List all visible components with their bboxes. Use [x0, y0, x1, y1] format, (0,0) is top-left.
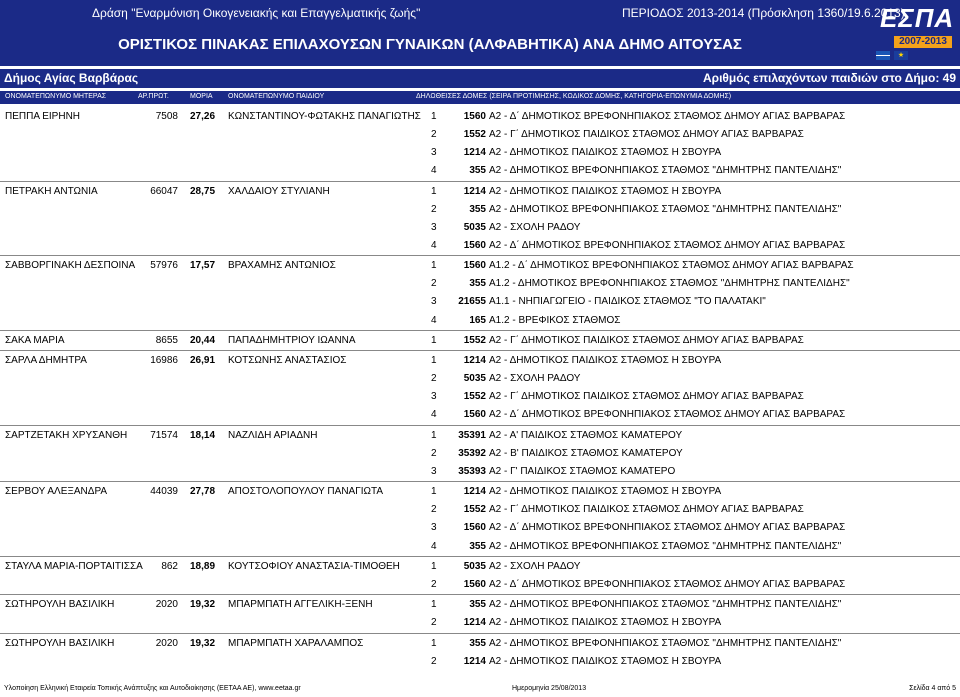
structure-code: 1214	[463, 655, 486, 667]
structure-name: Α2 - ΔΗΜΟΤΙΚΟΣ ΠΑΙΔΙΚΟΣ ΣΤΑΘΜΟΣ Η ΣΒΟΥΡΑ	[489, 185, 722, 197]
choice-row	[0, 275, 960, 293]
structure-code: 1560	[463, 111, 486, 122]
municipality-name: Δήμος Αγίας Βαρβάρας	[4, 71, 139, 85]
structure-name: Α1.2 - Δ΄ ΔΗΜΟΤΙΚΟΣ ΒΡΕΦΟΝΗΠΙΑΚΟΣ ΣΤΑΘΜΟΣ ΔΗΜΟΥ ΑΓΙΑΣ ΒΑΡΒΑΡΑΣ	[489, 260, 854, 272]
col-structures: ΔΗΛΩΘΕΙΣΕΣ ΔΟΜΕΣ (ΣΕΙΡΑ ΠΡΟΤΙΜΗΣΗΣ, ΚΩΔΙΚΟΣ ΔΟΜΗΣ, ΚΑΤΗΓΟΡΙΑ-ΕΠΩΝΥΜΙΑ ΔΟΜΗΣ)	[416, 93, 732, 100]
protocol-number: 44039	[150, 486, 178, 498]
structure-code: 1560	[463, 409, 486, 421]
preference-order: 3	[431, 522, 437, 534]
child-name: ΠΑΠΑΔΗΜΗΤΡΙΟΥ ΙΩΑΝΝΑ	[228, 334, 356, 346]
preference-order: 2	[431, 617, 437, 629]
structure-name: Α2 - ΔΗΜΟΤΙΚΟΣ ΒΡΕΦΟΝΗΠΙΑΚΟΣ ΣΤΑΘΜΟΣ "ΔΗΜΗΤΡΗΣ ΠΑΝΤΕΛΙΔΗΣ"	[489, 637, 842, 649]
structure-name: Α2 - ΔΗΜΟΤΙΚΟΣ ΠΑΙΔΙΚΟΣ ΣΤΑΘΜΟΣ Η ΣΒΟΥΡΑ	[489, 617, 722, 629]
score: 17,57	[190, 260, 216, 272]
structure-name: Α2 - Γ΄ ΔΗΜΟΤΙΚΟΣ ΠΑΙΔΙΚΟΣ ΣΤΑΘΜΟΣ ΔΗΜΟΥ ΑΓΙΑΣ ΒΑΡΒΑΡΑΣ	[489, 391, 804, 403]
structure-code: 355	[469, 540, 486, 552]
choice-row	[0, 538, 960, 556]
structure-code: 1214	[463, 355, 486, 367]
structure-code: 5035	[463, 373, 486, 385]
preference-order: 1	[431, 637, 437, 649]
table-row	[0, 596, 960, 614]
structure-code: 1560	[463, 239, 486, 251]
child-count: Αριθμός επιλαχόντων παιδιών στο Δήμο: 49	[703, 71, 956, 85]
structure-code: 35393	[458, 465, 486, 477]
preference-order: 4	[431, 409, 437, 421]
preference-order: 1	[431, 560, 437, 572]
protocol-number: 71574	[150, 429, 178, 441]
footer	[0, 682, 960, 696]
footer-page: Σελίδα 4 από 5	[909, 685, 956, 692]
structure-name: Α2 - ΔΗΜΟΤΙΚΟΣ ΠΑΙΔΙΚΟΣ ΣΤΑΘΜΟΣ Η ΣΒΟΥΡΑ	[489, 655, 722, 667]
structure-name: Α2 - ΔΗΜΟΤΙΚΟΣ ΠΑΙΔΙΚΟΣ ΣΤΑΘΜΟΣ Η ΣΒΟΥΡΑ	[489, 147, 722, 159]
footer-source: Υλοποίηση Ελληνική Εταιρεία Τοπικής Ανάπτυξης και Αυτοδιοίκησης (ΕΕΤΑΑ ΑΕ), www.eetaa.gr	[4, 685, 301, 692]
row-separator	[0, 255, 960, 256]
choice-row	[0, 126, 960, 144]
municipality-bar	[0, 69, 960, 88]
choice-row	[0, 501, 960, 519]
child-name: ΜΠΑΡΜΠΑΤΗ ΑΓΓΕΛΙΚΗ-ΞΕΝΗ	[228, 599, 373, 611]
structure-name: Α2 - ΣΧΟΛΗ ΡΑΔΟΥ	[489, 373, 581, 385]
choice-row	[0, 463, 960, 481]
choice-row	[0, 162, 960, 180]
protocol-number: 66047	[150, 185, 178, 197]
table-row	[0, 183, 960, 201]
structure-code: 1560	[463, 522, 486, 534]
preference-order: 2	[431, 129, 437, 141]
preference-order: 1	[431, 486, 437, 498]
preference-order: 2	[431, 447, 437, 459]
protocol-number: 862	[161, 560, 178, 572]
choice-row	[0, 312, 960, 330]
score: 19,32	[190, 637, 216, 649]
row-separator	[0, 633, 960, 634]
structure-name: Α2 - Γ΄ ΔΗΜΟΤΙΚΟΣ ΠΑΙΔΙΚΟΣ ΣΤΑΘΜΟΣ ΔΗΜΟΥ ΑΓΙΑΣ ΒΑΡΒΑΡΑΣ	[489, 334, 804, 346]
structure-code: 5035	[463, 221, 486, 233]
choice-row	[0, 388, 960, 406]
structure-name: Α2 - ΔΗΜΟΤΙΚΟΣ ΒΡΕΦΟΝΗΠΙΑΚΟΣ ΣΤΑΘΜΟΣ "ΔΗΜΗΤΡΗΣ ΠΑΝΤΕΛΙΔΗΣ"	[489, 540, 842, 552]
structure-code: 21655	[458, 296, 486, 308]
preference-order: 1	[431, 355, 437, 367]
row-separator	[0, 425, 960, 426]
score: 20,44	[190, 334, 216, 346]
period-label: ΠΕΡΙΟΔΟΣ 2013-2014 (Πρόσκληση 1360/19.6.2013)	[622, 6, 905, 20]
preference-order: 1	[431, 334, 437, 346]
structure-name: Α2 - Δ΄ ΔΗΜΟΤΙΚΟΣ ΒΡΕΦΟΝΗΠΙΑΚΟΣ ΣΤΑΘΜΟΣ ΔΗΜΟΥ ΑΓΙΑΣ ΒΑΡΒΑΡΑΣ	[489, 239, 846, 251]
choice-row	[0, 614, 960, 632]
col-child: ΟΝΟΜΑΤΕΠΩΝΥΜΟ ΠΑΙΔΙΟΥ	[228, 93, 325, 100]
structure-code: 1552	[463, 391, 486, 403]
mother-name: ΣΩΤΗΡΟΥΛΗ ΒΑΣΙΛΙΚΗ	[5, 599, 115, 611]
mother-name: ΣΕΡΒΟΥ ΑΛΕΞΑΝΔΡΑ	[5, 486, 108, 498]
structure-name: Α2 - Γ΄ ΔΗΜΟΤΙΚΟΣ ΠΑΙΔΙΚΟΣ ΣΤΑΘΜΟΣ ΔΗΜΟΥ ΑΓΙΑΣ ΒΑΡΒΑΡΑΣ	[489, 129, 804, 141]
structure-name: Α2 - Β' ΠΑΙΔΙΚΟΣ ΣΤΑΘΜΟΣ ΚΑΜΑΤΕΡΟΥ	[489, 447, 683, 459]
document-header	[0, 0, 960, 66]
choice-row	[0, 144, 960, 162]
row-separator	[0, 181, 960, 182]
preference-order: 1	[431, 429, 437, 441]
preference-order: 2	[431, 373, 437, 385]
table-row	[0, 635, 960, 653]
preference-order: 2	[431, 203, 437, 215]
structure-code: 355	[469, 599, 486, 611]
score: 28,75	[190, 185, 216, 197]
structure-name: Α2 - Α' ΠΑΙΔΙΚΟΣ ΣΤΑΘΜΟΣ ΚΑΜΑΤΕΡΟΥ	[489, 429, 683, 441]
protocol-number: 7508	[155, 111, 178, 122]
mother-name: ΠΕΠΠΑ ΕΙΡΗΝΗ	[5, 111, 81, 122]
preference-order: 4	[431, 314, 437, 326]
child-name: ΑΠΟΣΤΟΛΟΠΟΥΛΟΥ ΠΑΝΑΓΙΩΤΑ	[228, 486, 384, 498]
structure-code: 1552	[463, 129, 486, 141]
row-separator	[0, 594, 960, 595]
structure-name: Α2 - Δ΄ ΔΗΜΟΤΙΚΟΣ ΒΡΕΦΟΝΗΠΙΑΚΟΣ ΣΤΑΘΜΟΣ ΔΗΜΟΥ ΑΓΙΑΣ ΒΑΡΒΑΡΑΣ	[489, 578, 846, 590]
child-name: ΜΠΑΡΜΠΑΤΗ ΧΑΡΑΛΑΜΠΟΣ	[228, 637, 364, 649]
structure-code: 1560	[463, 578, 486, 590]
structure-name: Α2 - Δ΄ ΔΗΜΟΤΙΚΟΣ ΒΡΕΦΟΝΗΠΙΑΚΟΣ ΣΤΑΘΜΟΣ ΔΗΜΟΥ ΑΓΙΑΣ ΒΑΡΒΑΡΑΣ	[489, 522, 846, 534]
structure-name: Α2 - ΣΧΟΛΗ ΡΑΔΟΥ	[489, 221, 581, 233]
structure-name: Α2 - ΔΗΜΟΤΙΚΟΣ ΠΑΙΔΙΚΟΣ ΣΤΑΘΜΟΣ Η ΣΒΟΥΡΑ	[489, 355, 722, 367]
row-separator	[0, 556, 960, 557]
preference-order: 3	[431, 147, 437, 159]
structure-code: 1560	[463, 260, 486, 272]
preference-order: 2	[431, 278, 437, 290]
choice-row	[0, 653, 960, 671]
structure-name: Α1.2 - ΔΗΜΟΤΙΚΟΣ ΒΡΕΦΟΝΗΠΙΑΚΟΣ ΣΤΑΘΜΟΣ "ΔΗΜΗΤΡΗΣ ΠΑΝΤΕΛΙΔΗΣ"	[489, 278, 850, 290]
child-name: ΚΟΤΣΩΝΗΣ ΑΝΑΣΤΑΣΙΟΣ	[228, 355, 347, 367]
preference-order: 1	[431, 599, 437, 611]
preference-order: 4	[431, 239, 437, 251]
score: 19,32	[190, 599, 216, 611]
child-name: ΒΡΑΧΑΜΗΣ ΑΝΤΩΝΙΟΣ	[228, 260, 336, 272]
col-protocol: ΑΡ.ΠΡΩΤ.	[138, 93, 169, 100]
choice-row	[0, 293, 960, 311]
score: 26,91	[190, 355, 216, 367]
choice-row	[0, 406, 960, 424]
preference-order: 4	[431, 540, 437, 552]
choice-row	[0, 445, 960, 463]
table-row	[0, 352, 960, 370]
structure-code: 35391	[458, 429, 486, 441]
preference-order: 1	[431, 185, 437, 197]
structure-name: Α2 - Γ' ΠΑΙΔΙΚΟΣ ΣΤΑΘΜΟΣ ΚΑΜΑΤΕΡΟ	[489, 465, 676, 477]
program-title: Δράση "Εναρμόνιση Οικογενειακής και Επαγγελματικής ζωής"	[92, 6, 421, 20]
preference-order: 3	[431, 391, 437, 403]
structure-name: Α2 - ΔΗΜΟΤΙΚΟΣ ΒΡΕΦΟΝΗΠΙΑΚΟΣ ΣΤΑΘΜΟΣ "ΔΗΜΗΤΡΗΣ ΠΑΝΤΕΛΙΔΗΣ"	[489, 599, 842, 611]
structure-code: 355	[469, 165, 486, 177]
column-headers	[0, 91, 960, 104]
row-separator	[0, 330, 960, 331]
child-name: ΚΩΝΣΤΑΝΤΙΝΟΥ-ΦΩΤΑΚΗΣ ΠΑΝΑΓΙΩΤΗΣ	[228, 111, 421, 122]
structure-code: 1214	[463, 617, 486, 629]
structure-code: 1214	[463, 147, 486, 159]
structure-name: Α2 - ΔΗΜΟΤΙΚΟΣ ΠΑΙΔΙΚΟΣ ΣΤΑΘΜΟΣ Η ΣΒΟΥΡΑ	[489, 486, 722, 498]
structure-name: Α1.2 - ΒΡΕΦΙΚΟΣ ΣΤΑΘΜΟΣ	[489, 314, 621, 326]
child-name: ΝΑΖΛΙΔΗ ΑΡΙΑΔΝΗ	[228, 429, 318, 441]
preference-order: 3	[431, 465, 437, 477]
preference-order: 1	[431, 260, 437, 272]
protocol-number: 16986	[150, 355, 178, 367]
structure-code: 165	[469, 314, 486, 326]
score: 27,78	[190, 486, 216, 498]
structure-name: Α2 - ΣΧΟΛΗ ΡΑΔΟΥ	[489, 560, 581, 572]
choice-row	[0, 576, 960, 594]
protocol-number: 57976	[150, 260, 178, 272]
logo-text: ΕΣΠΑ	[880, 3, 955, 33]
table-row	[0, 332, 960, 350]
protocol-number: 2020	[155, 637, 178, 649]
mother-name: ΣΑΒΒΟΡΓΙΝΑΚΗ ΔΕΣΠΟΙΝΑ	[5, 260, 136, 272]
score: 27,26	[190, 111, 216, 122]
structure-code: 5035	[463, 560, 486, 572]
preference-order: 2	[431, 578, 437, 590]
child-name: ΧΑΛΔΑΙΟΥ ΣΤΥΛΙΑΝΗ	[228, 185, 330, 197]
structure-code: 1214	[463, 486, 486, 498]
col-score: ΜΟΡΙΑ	[190, 93, 213, 100]
table-row	[0, 257, 960, 275]
page-title: ΟΡΙΣΤΙΚΟΣ ΠΙΝΑΚΑΣ ΕΠΙΛΑΧΟΥΣΩΝ ΓΥΝΑΙΚΩΝ (ΑΛΦΑΒΗΤΙΚΑ) ΑΝΑ ΔΗΜΟ ΑΙΤΟΥΣΑΣ	[118, 36, 742, 53]
choice-row	[0, 201, 960, 219]
mother-name: ΣΑΚΑ ΜΑΡΙΑ	[5, 334, 65, 346]
mother-name: ΣΑΡΛΑ ΔΗΜΗΤΡΑ	[5, 355, 87, 367]
structure-code: 1214	[463, 185, 486, 197]
protocol-number: 2020	[155, 599, 178, 611]
structure-name: Α2 - Δ΄ ΔΗΜΟΤΙΚΟΣ ΒΡΕΦΟΝΗΠΙΑΚΟΣ ΣΤΑΘΜΟΣ ΔΗΜΟΥ ΑΓΙΑΣ ΒΑΡΒΑΡΑΣ	[489, 409, 846, 421]
structure-name: Α2 - ΔΗΜΟΤΙΚΟΣ ΒΡΕΦΟΝΗΠΙΑΚΟΣ ΣΤΑΘΜΟΣ "ΔΗΜΗΤΡΗΣ ΠΑΝΤΕΛΙΔΗΣ"	[489, 165, 842, 177]
structure-code: 1552	[463, 334, 486, 346]
choice-row	[0, 237, 960, 255]
greek-flag-icon	[876, 51, 890, 60]
structure-code: 355	[469, 278, 486, 290]
eu-flag-icon: ★	[894, 51, 908, 60]
mother-name: ΠΕΤΡΑΚΗ ΑΝΤΩΝΙΑ	[5, 185, 98, 197]
row-separator	[0, 481, 960, 482]
footer-date: Ημερομηνία 25/08/2013	[512, 685, 587, 692]
structure-name: Α2 - Δ΄ ΔΗΜΟΤΙΚΟΣ ΒΡΕΦΟΝΗΠΙΑΚΟΣ ΣΤΑΘΜΟΣ ΔΗΜΟΥ ΑΓΙΑΣ ΒΑΡΒΑΡΑΣ	[489, 111, 846, 122]
preference-order: 1	[431, 111, 437, 122]
mother-name: ΣΤΑΥΛΑ ΜΑΡΙΑ-ΠΟΡΤΑΙΤΙΣΣΑ	[5, 560, 143, 572]
table-row	[0, 108, 960, 126]
table-row	[0, 558, 960, 576]
structure-code: 1552	[463, 504, 486, 516]
structure-code: 355	[469, 203, 486, 215]
preference-order: 2	[431, 655, 437, 667]
preference-order: 3	[431, 296, 437, 308]
structure-name: Α2 - ΔΗΜΟΤΙΚΟΣ ΒΡΕΦΟΝΗΠΙΑΚΟΣ ΣΤΑΘΜΟΣ "ΔΗΜΗΤΡΗΣ ΠΑΝΤΕΛΙΔΗΣ"	[489, 203, 842, 215]
col-mother: ΟΝΟΜΑΤΕΠΩΝΥΜΟ ΜΗΤΕΡΑΣ	[5, 93, 107, 100]
protocol-number: 8655	[155, 334, 178, 346]
child-name: ΚΟΥΤΣΟΦΙΟΥ ΑΝΑΣΤΑΣΙΑ-ΤΙΜΟΘΕΗ	[228, 560, 400, 572]
score: 18,89	[190, 560, 216, 572]
structure-name: Α1.1 - ΝΗΠΙΑΓΩΓΕΙΟ - ΠΑΙΔΙΚΟΣ ΣΤΑΘΜΟΣ "ΤΟ ΠΑΛΑΤΑΚΙ"	[489, 296, 766, 308]
row-separator	[0, 350, 960, 351]
score: 18,14	[190, 429, 216, 441]
structure-name: Α2 - Γ΄ ΔΗΜΟΤΙΚΟΣ ΠΑΙΔΙΚΟΣ ΣΤΑΘΜΟΣ ΔΗΜΟΥ ΑΓΙΑΣ ΒΑΡΒΑΡΑΣ	[489, 504, 804, 516]
choice-row	[0, 219, 960, 237]
preference-order: 2	[431, 504, 437, 516]
table-row	[0, 427, 960, 445]
structure-code: 355	[469, 637, 486, 649]
espa-logo	[868, 3, 956, 61]
structure-code: 35392	[458, 447, 486, 459]
table-row	[0, 483, 960, 501]
logo-years: 2007-2013	[894, 36, 952, 48]
choice-row	[0, 519, 960, 537]
preference-order: 3	[431, 221, 437, 233]
mother-name: ΣΑΡΤΖΕΤΑΚΗ ΧΡΥΣΑΝΘΗ	[5, 429, 128, 441]
preference-order: 4	[431, 165, 437, 177]
mother-name: ΣΩΤΗΡΟΥΛΗ ΒΑΣΙΛΙΚΗ	[5, 637, 115, 649]
choice-row	[0, 370, 960, 388]
